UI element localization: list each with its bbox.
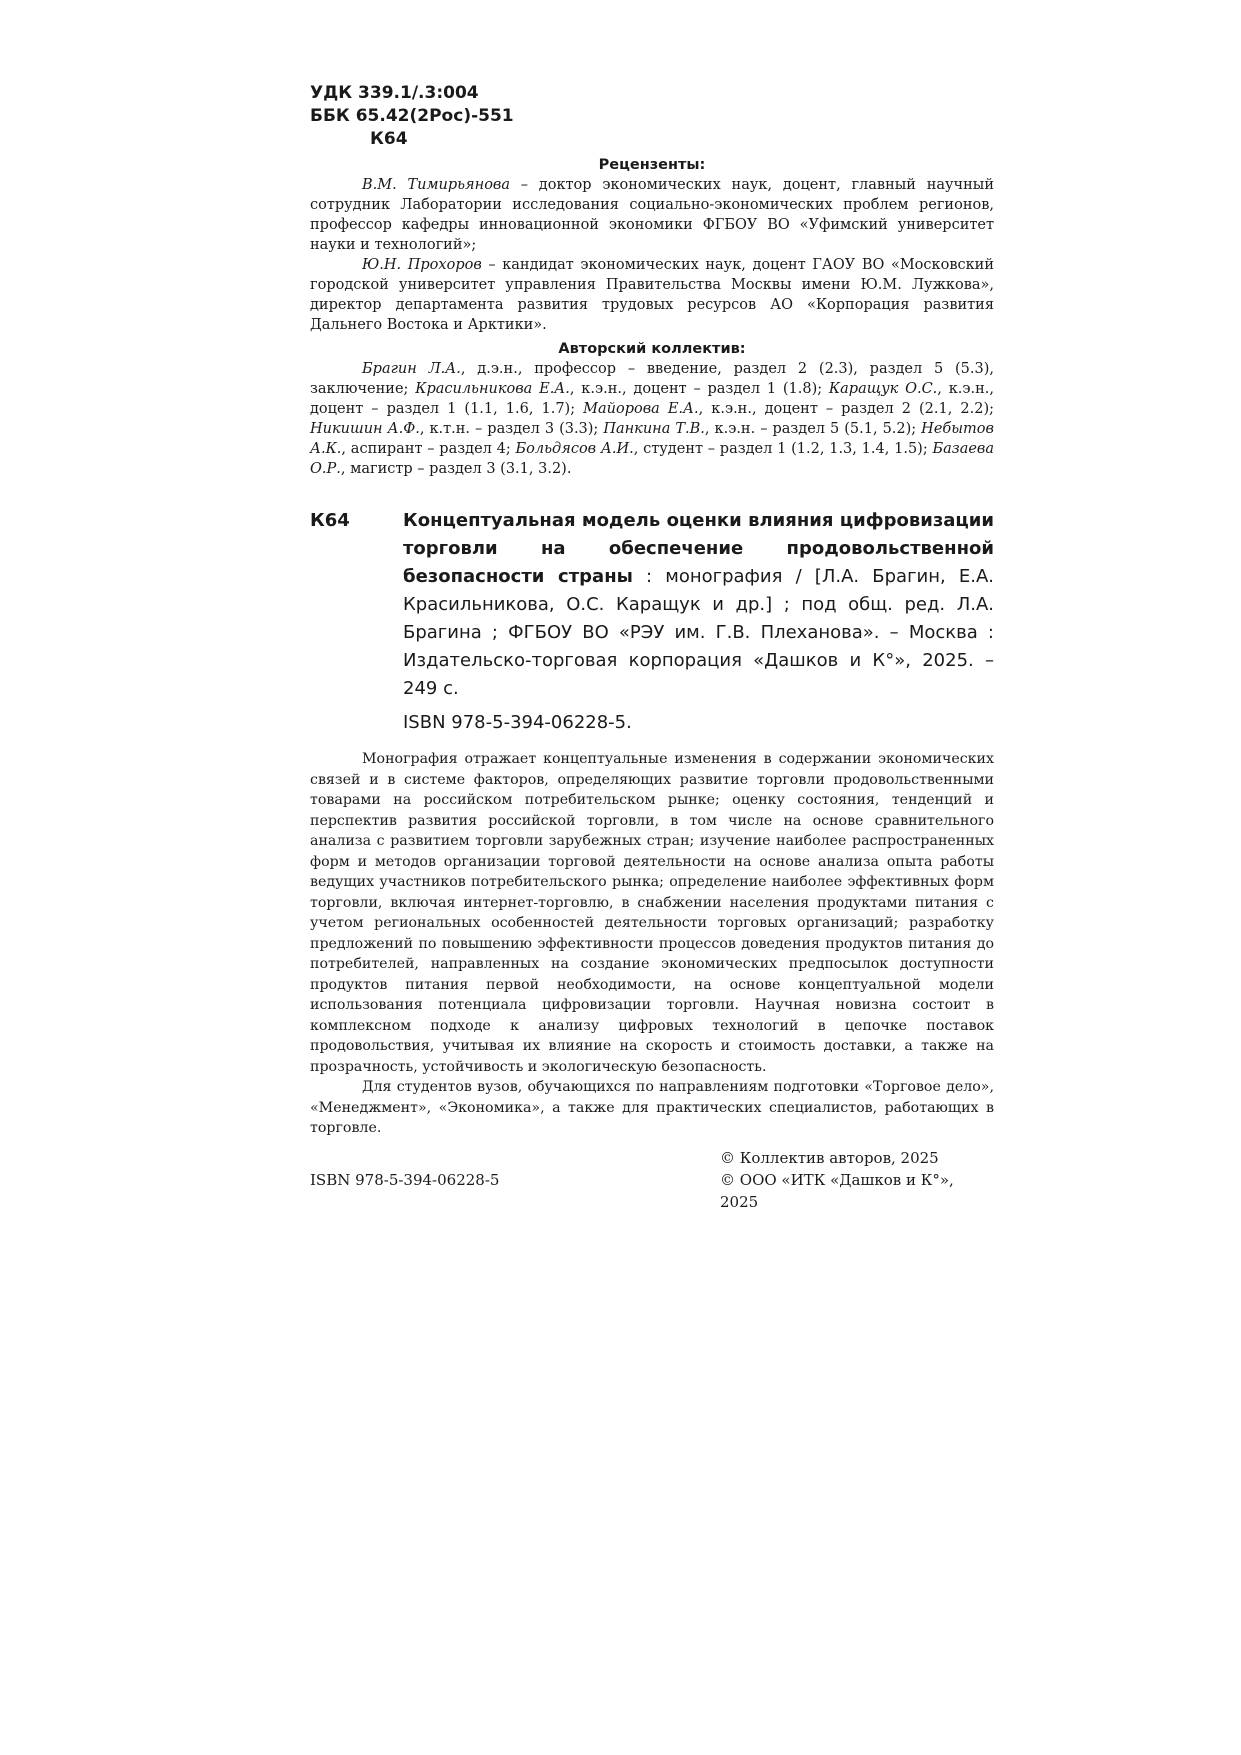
- author-name: Каращук О.С.: [828, 381, 938, 397]
- imprint-page: [310, 82, 995, 1211]
- bibliographic-entry: [310, 507, 994, 737]
- author-name: Базаева О.Р.: [310, 441, 995, 477]
- author-name: Больдясов А.И.: [515, 441, 634, 457]
- bbk-code: ББК 65.42(2Рос)-551: [310, 106, 514, 126]
- reviewer-text: – кандидат экономических наук, доцент ГАОУ ВО «Московский городской университет управления Правительства Москвы имени Ю.М. Лужкова», директор департамента развития трудовых ресурсов АО «Корпорация развития Дальнего Востока и Арктики».: [310, 257, 994, 333]
- reviewer-text: – доктор экономических наук, доцент, главный научный сотрудник Лаборатории исследования социально-экономических проблем регионов, профессор кафедры инновационной экономики ФГБОУ ВО «Уфимский университет науки и технологий»;: [310, 177, 994, 253]
- author-text: , студент – раздел 1 (1.2, 1.3, 1.4, 1.5);: [633, 441, 933, 457]
- audience-paragraph: Для студентов вузов, обучающихся по направлениям подготовки «Торговое дело», «Менеджмент», «Экономика», а также для практических специалистов, работающих в торговле.: [310, 1079, 994, 1136]
- authors-heading: Авторский коллектив:: [558, 341, 746, 357]
- reviewers-heading: Рецензенты:: [598, 157, 706, 173]
- author-name: Брагин Л.А.: [362, 361, 461, 377]
- author-text: , д.э.н., профессор – введение, раздел 2 (2.3), раздел 5 (5.3), заключение;: [310, 361, 994, 397]
- copyright-block: [720, 1147, 994, 1213]
- author-text: , к.э.н. – раздел 5 (5.1, 5.2);: [704, 421, 922, 437]
- abstract-paragraph: Монография отражает концептуальные изменения в содержании экономических связей и в системе факторов, определяющих развитие торговли продовольственными товарами на российском потребительском рынке; оценку состояния, тенденций и перспектив развития российской торговли, в том числе на основе сравнительного анализа с развитием торговли зарубежных стран; изучение наиболее распространенных форм и методов организации торговой деятельности на основе анализа опыта работы ведущих участников потребительского рынка; определение наиболее эффективных форм торговли, включая интернет-торговлю, в снабжении населения продуктами питания с учетом региональных особенностей деятельности торговых организаций; разработку предложений по повышению эффективности процессов доведения продуктов питания до потребителей, направленных на создание экономических предпосылок доступности продуктов питания первой необходимости, на основе концептуальной модели использования потенциала цифровизации торговли. Научная новизна состоит в комплексном подходе к анализу цифровых технологий в цепочке поставок продовольствия, учитывая их влияние на скорость и стоимость доставки, а также на прозрачность, устойчивость и экологическую безопасность.: [310, 751, 994, 1075]
- entry-details: : монография / [Л.А. Брагин, Е.А. Красильникова, О.С. Каращук и др.] ; под общ. ред. Л.А. Брагина ; ФГБОУ ВО «РЭУ им. Г.В. Плеханова». – Москва : Издательско-торговая корпорация «Дашков и К°», 2025. – 249 с.: [403, 566, 994, 699]
- authors-block: [310, 359, 994, 479]
- author-name: Никишин А.Ф.: [310, 421, 420, 437]
- author-name: Небытов А.К.: [310, 421, 994, 457]
- author-text: , к.т.н. – раздел 3 (3.3);: [419, 421, 604, 437]
- authors-paragraph: [310, 359, 994, 479]
- footer-isbn: ISBN 978-5-394-06228-5: [310, 1170, 500, 1189]
- entry-isbn: ISBN 978-5-394-06228-5.: [403, 712, 632, 733]
- reviewers-block: [310, 175, 994, 335]
- author-name: Майорова Е.А.: [583, 401, 699, 417]
- author-text: , к.э.н., доцент – раздел 2 (2.1, 2.2);: [698, 401, 994, 417]
- author-mark: К64: [370, 129, 408, 149]
- copyright-publisher: © ООО «ИТК «Дашков и К°», 2025: [720, 1170, 954, 1211]
- copyright-authors: © Коллектив авторов, 2025: [720, 1148, 939, 1167]
- book-title: Концептуальная модель оценки влияния цифровизации торговли на обеспечение продовольственной безопасности страны: [403, 510, 994, 587]
- entry-mark: К64: [310, 510, 350, 531]
- author-name: Красильникова Е.А.: [415, 381, 570, 397]
- author-text: , к.э.н., доцент – раздел 1 (1.8);: [569, 381, 829, 397]
- author-name: Панкина Т.В.: [603, 421, 705, 437]
- abstract: [310, 749, 994, 1139]
- author-text: , магистр – раздел 3 (3.1, 3.2).: [340, 461, 572, 477]
- udk-code: УДК 339.1/.3:004: [310, 83, 479, 103]
- reviewer-item: [310, 175, 994, 255]
- entry-body: [310, 507, 994, 703]
- reviewer-name: В.М. Тимирьянова: [362, 177, 511, 193]
- reviewer-item: [310, 255, 994, 335]
- author-text: , к.э.н., доцент – раздел 1 (1.1, 1.6, 1.7);: [310, 381, 994, 417]
- author-text: , аспирант – раздел 4;: [341, 441, 516, 457]
- classification-codes: [310, 82, 994, 151]
- reviewer-name: Ю.Н. Прохоров: [362, 257, 482, 273]
- footer: [310, 1147, 994, 1211]
